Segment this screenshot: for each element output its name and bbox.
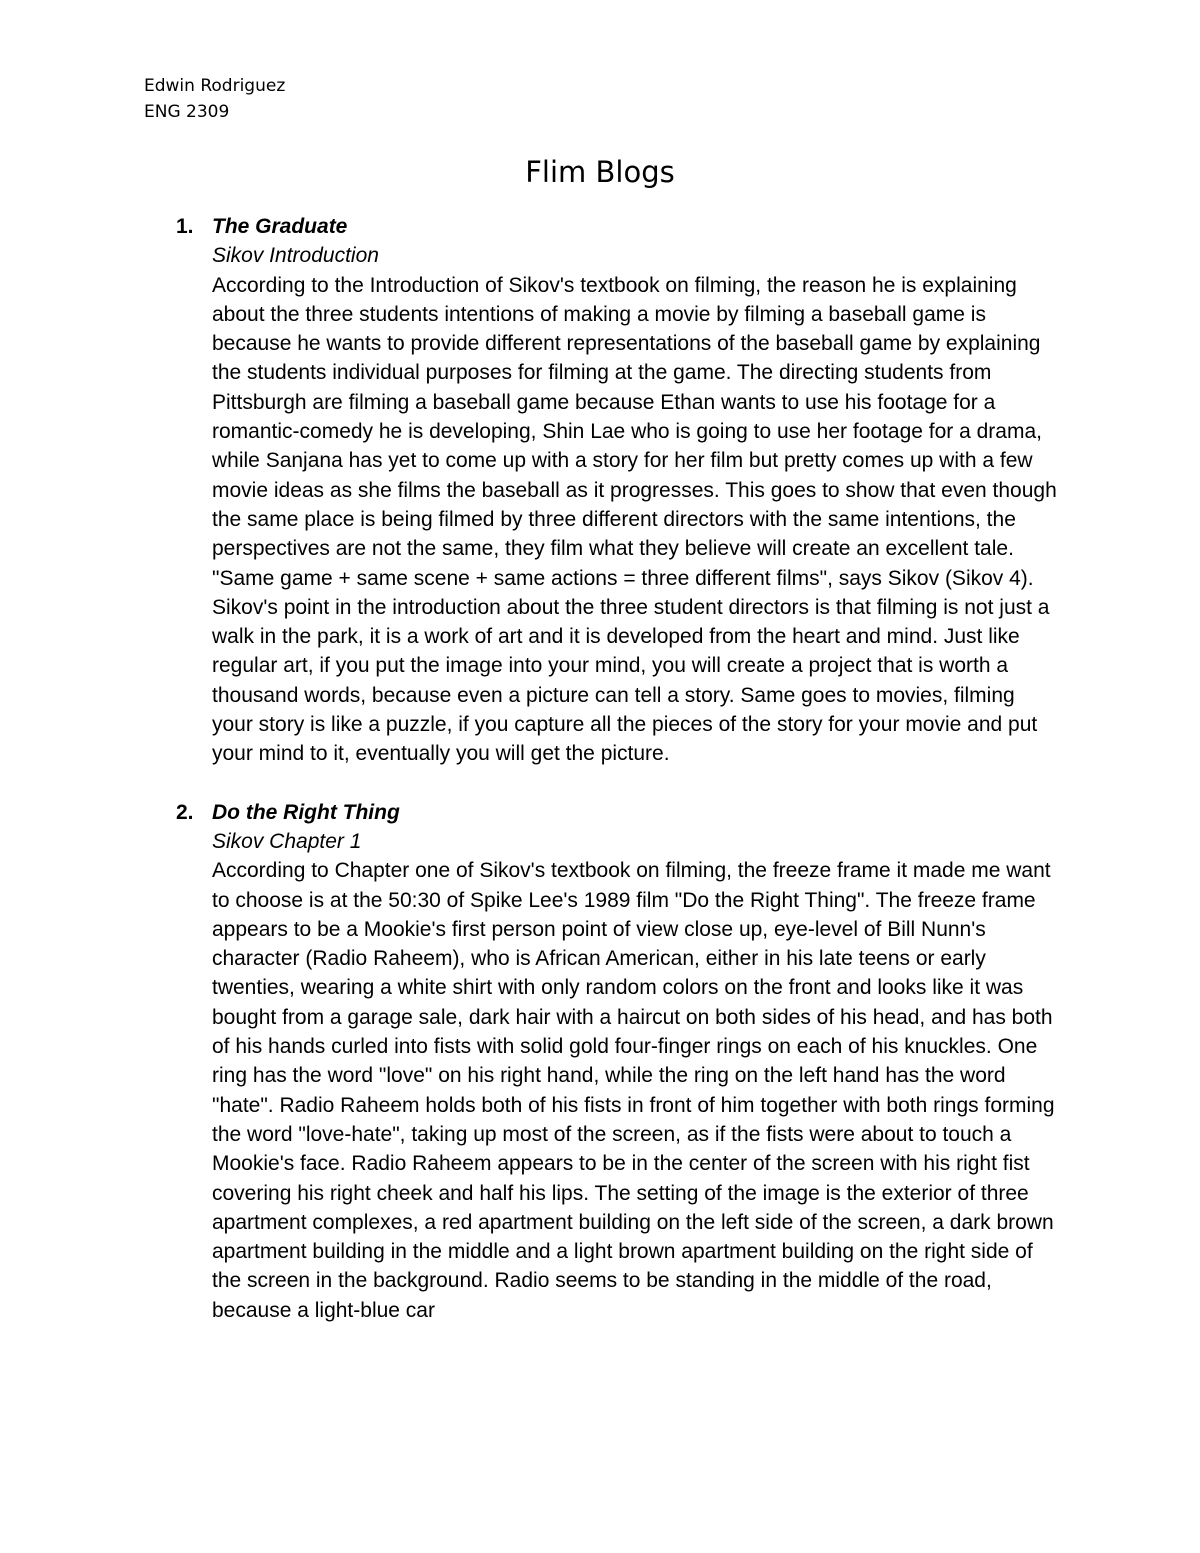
entry-body: According to the Introduction of Sikov's textbook on filming, the reason he is explaining about the three students intentions of making a movie by filming a baseball game is because he wants to provide different representations of the baseball game by explaining the students individual purposes for filming at the game. The directing students from Pittsburgh are filming a baseball game because Ethan wants to use his footage for a romantic-comedy he is developing, Shin Lae who is going to use her footage for a drama, while Sanjana has yet to come up with a story for her film but pretty comes up with a few movie ideas as she films the baseball as it progresses. This goes to show that even though the same place is being filmed by three different directors with the same intentions, the perspectives are not the same, they film what they believe will create an excellent tale. "Same game + same scene + same actions = three different films", says Sikov (Sikov 4). Sikov's point in the introduction about the three student directors is that filming is not just a walk in the park, it is a work of art and it is developed from the heart and mind. Just like regular art, if you put the image into your mind, you will create a project that is worth a thousand words, because even a picture can tell a story. Same goes to movies, filming your story is like a puzzle, if you capture all the pieces of the story for your movie and put your mind to it, eventually you will get the picture. — [212, 273, 1057, 766]
entry-title: The Graduate — [212, 215, 348, 238]
entry-number: 2. — [176, 800, 194, 824]
entry-body: According to Chapter one of Sikov's textbook on filming, the freeze frame it made me want to choose is at the 50:30 of Spike Lee's 1989 film "Do the Right Thing". The freeze frame appears to be a Mookie's first person point of view close up, eye-level of Bill Nunn's character (Radio Raheem), who is African American, either in his late teens or early twenties, wearing a white shirt with only random colors on the front and looks like it was bought from a garage sale, dark hair with a haircut on both sides of his head, and has both of his hands curled into fists with solid gold four-finger rings on each of his knuckles. One ring has the word "love" on his right hand, while the ring on the left hand has the word "hate". Radio Raheem holds both of his fists in front of him together with both rings forming the word "love-hate", taking up most of the screen, as if the fists were about to touch a Mookie's face. Radio Raheem appears to be in the center of the screen with his right fist covering his right cheek and half his lips. The setting of the image is the exterior of three apartment complexes, a red apartment building on the left side of the screen, a dark brown apartment building in the middle and a light brown apartment building on the right side of the screen in the background. Radio seems to be standing in the middle of the road, because a light-blue car — [212, 859, 1055, 1322]
entry-number: 1. — [176, 215, 194, 238]
blog-entry — [0, 212, 1200, 769]
entry-source: Sikov Chapter 1 — [212, 829, 362, 853]
entry-source: Sikov Introduction — [212, 244, 379, 268]
course-code: ENG 2309 — [144, 102, 230, 122]
document-header — [144, 73, 285, 125]
author-name: Edwin Rodriguez — [144, 76, 286, 96]
entry-title: Do the Right Thing — [212, 800, 400, 824]
blog-entry — [0, 798, 1200, 1325]
document-title: Flim Blogs — [525, 155, 675, 189]
blog-entry-list — [0, 212, 1200, 1325]
